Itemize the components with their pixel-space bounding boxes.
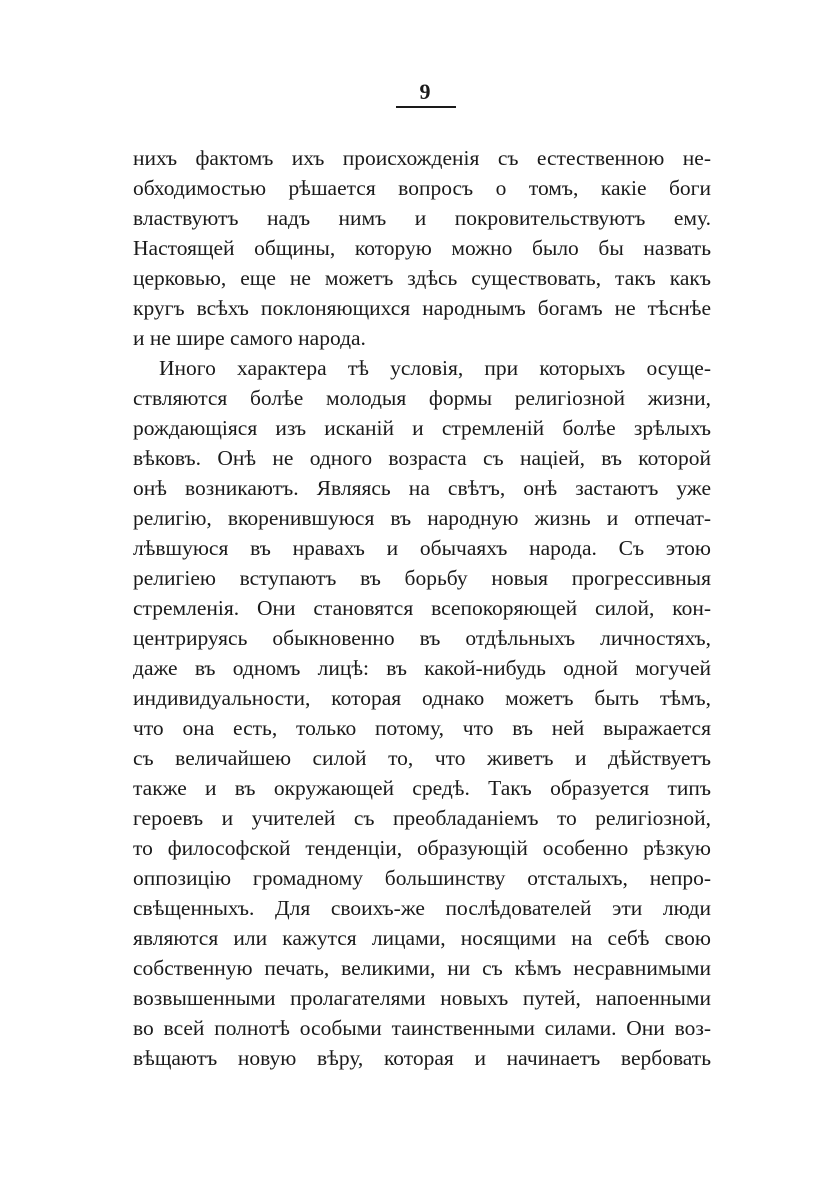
text-line: центрируясь обыкновенно въ отдѣльныхъ личностяхъ, xyxy=(133,626,711,650)
text-line: нихъ фактомъ ихъ происхожденія съ естественною не- xyxy=(133,146,711,170)
text-line: лѣвшуюся въ нравахъ и обычаяхъ народа. Съ этою xyxy=(133,536,711,560)
text-line: властвуютъ надъ нимъ и покровительствуютъ ему. xyxy=(133,206,711,230)
text-line: Иного характера тѣ условія, при которыхъ осуще- xyxy=(159,356,711,380)
text-line: свѣщенныхъ. Для своихъ-же послѣдователей эти люди xyxy=(133,896,711,920)
page-number-rule xyxy=(396,106,456,108)
text-line: съ величайшею силой то, что живетъ и дѣйствуетъ xyxy=(133,746,711,770)
text-line: религіею вступаютъ въ борьбу новыя прогрессивныя xyxy=(133,566,711,590)
text-line: рождающіяся изъ исканій и стремленій болѣе зрѣлыхъ xyxy=(133,416,711,440)
text-line: оппозицію громадному большинству отсталыхъ, непро- xyxy=(133,866,711,890)
text-line: религію, вкоренившуюся въ народную жизнь и отпечат- xyxy=(133,506,711,530)
text-line: вѣщаютъ новую вѣру, которая и начинаетъ вербовать xyxy=(133,1046,711,1070)
text-line: церковью, еще не можетъ здѣсь существовать, такъ какъ xyxy=(133,266,711,290)
text-line: Настоящей общины, которую можно было бы назвать xyxy=(133,236,711,260)
text-line: героевъ и учителей съ преобладаніемъ то религіозной, xyxy=(133,806,711,830)
text-line: что она есть, только потому, что въ ней выражается xyxy=(133,716,711,740)
text-line: во всей полнотѣ особыми таинственными силами. Они воз- xyxy=(133,1016,711,1040)
text-line: онѣ возникаютъ. Являясь на свѣтъ, онѣ застаютъ уже xyxy=(133,476,711,500)
page-number: 9 xyxy=(419,79,431,104)
text-line: также и въ окружающей средѣ. Такъ образуется типъ xyxy=(133,776,711,800)
text-line: даже въ одномъ лицѣ: въ какой-нибудь одной могучей xyxy=(133,656,711,680)
text-line: собственную печать, великими, ни съ кѣмъ несравнимыми xyxy=(133,956,711,980)
body-text xyxy=(133,143,711,1073)
text-line: обходимостью рѣшается вопросъ о томъ, какіе боги xyxy=(133,176,711,200)
text-line: стремленія. Они становятся всепокоряющей силой, кон- xyxy=(133,596,711,620)
text-line: индивидуальности, которая однако можетъ быть тѣмъ, xyxy=(133,686,711,710)
text-line: вѣковъ. Онѣ не одного возраста съ націей, въ которой xyxy=(133,446,711,470)
text-line: являются или кажутся лицами, носящими на себѣ свою xyxy=(133,926,711,950)
text-line: возвышенными пролагателями новыхъ путей, напоенными xyxy=(133,986,711,1010)
text-line: и не шире самого народа. xyxy=(133,326,366,350)
text-line: ствляются болѣе молодыя формы религіозной жизни, xyxy=(133,386,711,410)
text-line: кругъ всѣхъ поклоняющихся народнымъ богамъ не тѣснѣе xyxy=(133,296,711,320)
text-line: то философской тенденціи, образующій особенно рѣзкую xyxy=(133,836,711,860)
